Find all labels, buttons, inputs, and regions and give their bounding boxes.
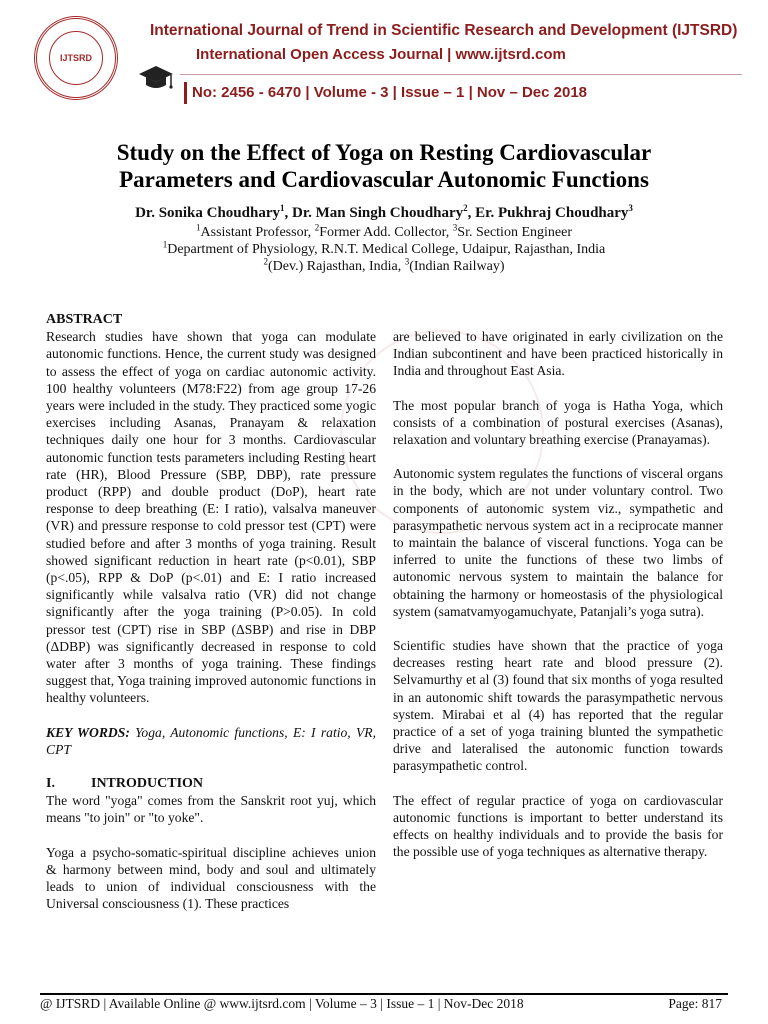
- paper-title-line1: Study on the Effect of Yoga on Resting Cardiovascular: [116, 140, 652, 165]
- paper-title-line2: Parameters and Cardiovascular Autonomic Functions: [119, 167, 649, 192]
- author-sup: 3: [628, 203, 633, 213]
- journal-seal-logo: [34, 16, 118, 100]
- abstract-text: Research studies have shown that yoga can modulate autonomic functions. Hence, the current study was designed to assess the effect of yoga on cardiac autonomic activity. 100 healthy volunteers (M78:F22) from age group 17-26 years were included in the study. They practiced some yogic exercises including Asanas, Pranayam & relaxation techniques daily one hour for 3 months. Cardiovascular autonomic function tests parameters including Resting heart rate (HR), Blood Pressure (SBP, DBP), rate pressure product (RPP) and double product (DoP), heart rate response to deep breathing (E: I ratio), valsalva maneuver (VR) and pressure response to cold pressor test (CPT) were studied before and after 3 months of yoga training. Result showed significant reduction in heart rate (p<0.01), SBP (p<.05), RPP & DoP (p<.01) and E: I ratio increased significantly while valsalva ratio (VR) did not change significantly after the yoga training (P>0.05). In cold pressor test (CPT) rise in SBP (ΔSBP) and rise in DBP (ΔDBP) was significantly decreased in response to cold water after 3 months of yoga training. These findings suggest that, Yoga training improved autonomic functions in healthy volunteers.: [46, 329, 376, 706]
- graduation-cap-icon: [138, 64, 174, 94]
- journal-name: International Journal of Trend in Scientific Research and Development (IJTSRD): [150, 22, 738, 39]
- body-paragraph: The most popular branch of yoga is Hatha Yoga, which consists of a combination of postural exercises (Asanas), relaxation and voluntary breathing exercise (Pranayamas).: [393, 397, 723, 448]
- page-number: Page: 817: [668, 996, 722, 1011]
- affiliation-text: Assistant Professor,: [200, 225, 315, 240]
- issn-bar: [184, 82, 187, 104]
- intro-paragraph: The word "yoga" comes from the Sanskrit root yuj, which means "to join" or "to yoke".: [46, 793, 376, 826]
- footer-divider: [40, 993, 728, 995]
- left-column: [46, 311, 376, 913]
- section-title: INTRODUCTION: [91, 776, 204, 792]
- affiliation-sup: 1: [162, 239, 168, 250]
- header-divider: [180, 74, 742, 75]
- body-paragraph: The effect of regular practice of yoga on cardiovascular autonomic functions is important to better understand its effects on healthy individuals and to provide the basis for the possible use of yoga techniques as alternative therapy.: [393, 792, 723, 860]
- keywords-label: KEY WORDS:: [46, 724, 130, 740]
- keywords-text: Yoga, Autonomic functions, E: I ratio, VR, CPT: [46, 724, 376, 757]
- affiliation-line: [40, 256, 728, 275]
- intro-heading: [46, 775, 376, 792]
- journal-type: International Open Access Journal | www.ijtsrd.com: [196, 46, 566, 63]
- author-name: , Dr. Man Singh Choudhary: [284, 205, 464, 221]
- affiliation-sup: 3: [452, 222, 458, 233]
- affiliation-text: Former Add. Collector,: [319, 225, 453, 240]
- body-paragraph: Autonomic system regulates the functions of visceral organs in the body, which are not under voluntary control. Two components of autonomic system viz., sympathetic and parasympathetic nervous system act in a reciprocate manner to maintain the balance of visceral functions. Yoga can be inferred to unite the functions of these two limbs of autonomic nervous system to maintain the balance for obtaining the harmony or homeostasis of the physiological system (samatvamyogamuchyate, Patanjali’s yoga sutra).: [393, 466, 723, 619]
- body-paragraph: are believed to have originated in early civilization on the Indian subcontinent and have been practiced historically in India and throughout East Asia.: [393, 329, 723, 379]
- author-list: [40, 205, 728, 222]
- section-number: I.: [46, 776, 55, 792]
- affiliation-sup: 2: [314, 222, 320, 233]
- seal-center: [49, 31, 103, 85]
- seal-text: IJTSRD: [59, 53, 92, 63]
- right-column: [393, 328, 723, 860]
- affiliation-line: [40, 239, 728, 258]
- affiliation-sup: 1: [196, 222, 201, 233]
- affiliation-line: [40, 222, 728, 241]
- abstract-heading: ABSTRACT: [46, 312, 123, 327]
- affiliation-text: Sr. Section Engineer: [457, 225, 572, 240]
- footer-citation: @ IJTSRD | Available Online @ www.ijtsrd.com | Volume – 3 | Issue – 1 | Nov-Dec 2018: [40, 996, 524, 1011]
- author-name: , Er. Pukhraj Choudhary: [467, 205, 629, 221]
- author-name: Dr. Sonika Choudhary: [135, 205, 280, 221]
- affiliation-sup: 2: [263, 256, 269, 267]
- affiliation-text: (Indian Railway): [409, 259, 505, 274]
- issn-line: No: 2456 - 6470 | Volume - 3 | Issue – 1 | Nov – Dec 2018: [192, 84, 588, 101]
- affiliation-text: (Dev.) Rajasthan, India,: [268, 259, 405, 274]
- affiliation-text: Department of Physiology, R.N.T. Medical College, Udaipur, Rajasthan, India: [167, 242, 606, 257]
- body-paragraph: Scientific studies have shown that the practice of yoga decreases resting heart rate and blood pressure (2). Selvamurthy et al (3) found that six months of yoga resulted in an autonomic shift towards the parasympathetic nervous system. Mirabai et al (4) has reported that the regular practice of a set of yoga training blunted the sympathetic drive and lateralised the autonomic function towards parasympathetic control.: [393, 638, 723, 774]
- intro-paragraph: Yoga a psycho-somatic-spiritual discipline achieves union & harmony between mind, body and soul and ultimately leads to union of individual consciousness with the Universal consciousness (1). These practices: [46, 844, 376, 912]
- keywords: [46, 724, 376, 758]
- author-sup: 1: [280, 203, 285, 213]
- affiliation-sup: 3: [404, 256, 410, 267]
- author-sup: 2: [463, 203, 468, 213]
